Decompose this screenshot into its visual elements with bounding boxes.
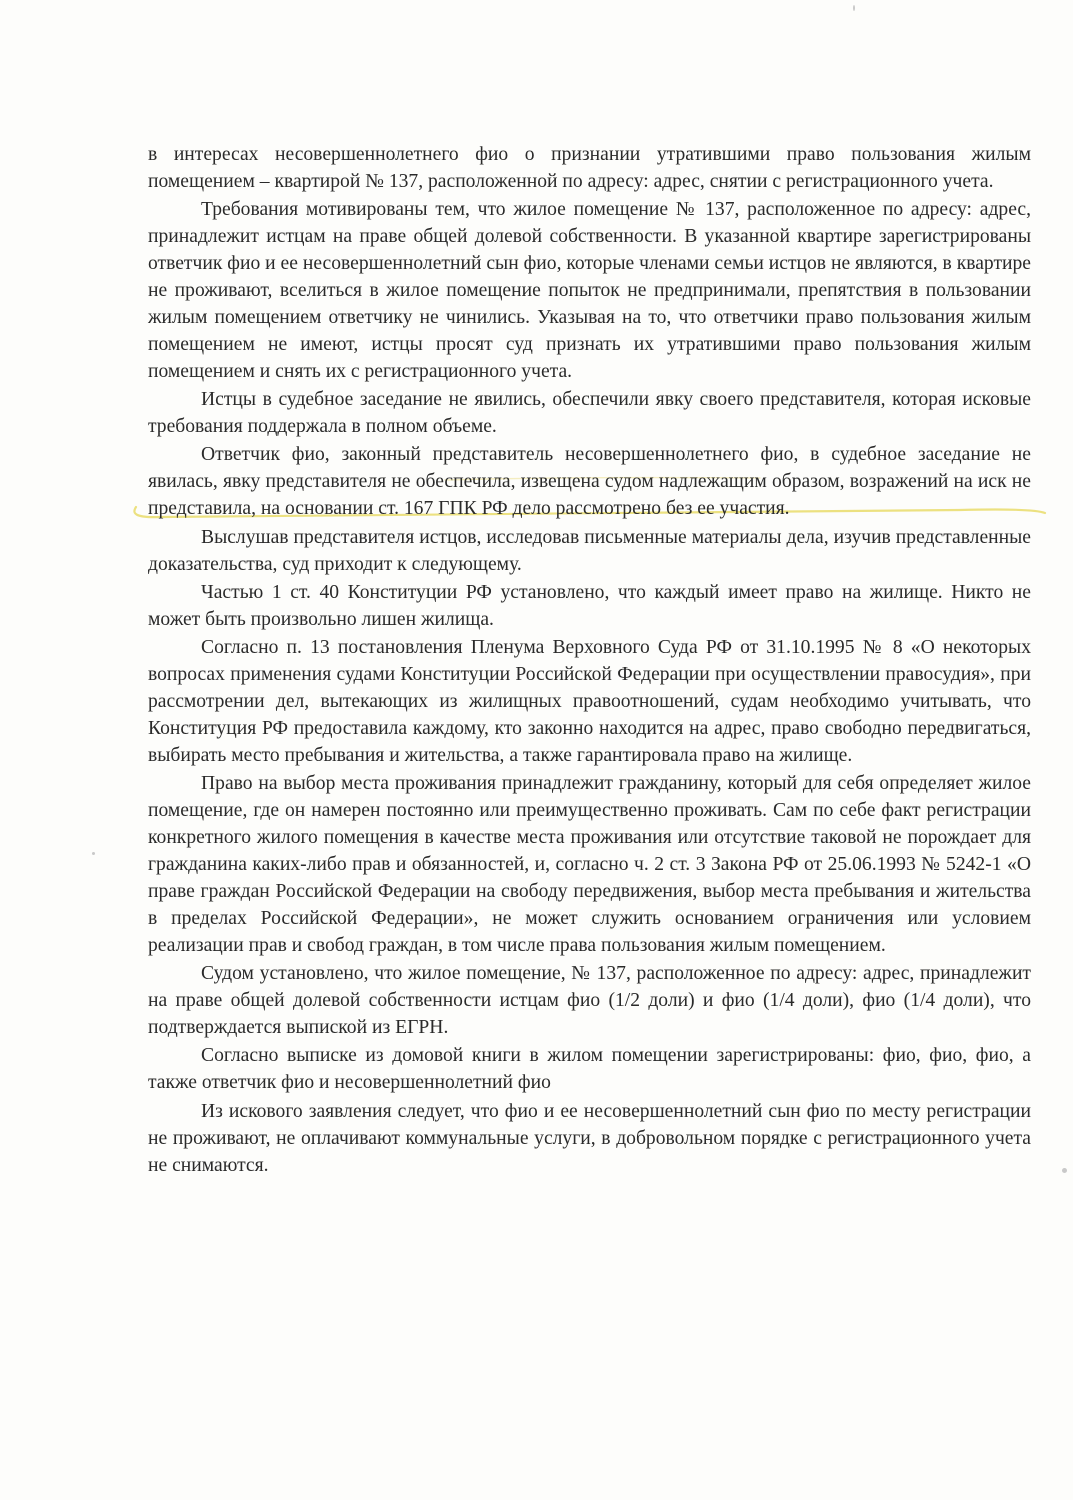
paragraph: Требования мотивированы тем, что жилое помещение № 137, расположенное по адресу: адрес, принадлежит истцам на праве общей долевой собственности. В указанной квартире зарегистрированы ответчик фио и ее несовершеннолетний сын фио, которые членами семьи истцов не являются, в квартире не проживают, вселиться в жилое помещение попыток не предпринимали, препятствия в пользовании жилым помещением ответчику не чинились. Указывая на то, что ответчики право пользования жилым помещением не имеют, истцы просят суд признать их утратившими право пользования жилым помещением и снять их с регистрационного учета.	[148, 199, 1031, 382]
paragraph: Право на выбор места проживания принадлежит гражданину, который для себя определяет жилое помещение, где он намерен постоянно или преимущественно проживать. Сам по себе факт регистрации конкретного жилого помещения в качестве места проживания или отсутствие таковой не порождает для гражданина каких-либо прав и обязанностей, и, согласно ч. 2 ст. 3 Закона РФ от 25.06.1993 № 5242-1 «О праве граждан Российской Федерации на свободу передвижения, выбор места пребывания и жительства в пределах Российской Федерации», не может служить основанием ограничения или условием реализации прав и свобод граждан, в том числе права пользования жилым помещением.	[148, 773, 1031, 956]
document-body	[148, 142, 1031, 1181]
paragraph: Выслушав представителя истцов, исследовав письменные материалы дела, изучив представленные доказательства, суд приходит к следующему.	[148, 526, 1031, 575]
scan-speck	[92, 852, 95, 855]
scan-speck	[853, 5, 855, 11]
paragraph: Истцы в судебное заседание не явились, обеспечили явку своего представителя, которая исковые требования поддержала в полном объеме.	[148, 389, 1031, 438]
paragraph: Из искового заявления следует, что фио и ее несовершеннолетний сын фио по месту регистрации не проживают, не оплачивают коммунальные услуги, в добровольном порядке с регистрационного учета не снимаются.	[148, 1100, 1031, 1176]
paragraph: Согласно выписке из домовой книги в жилом помещении зарегистрированы: фио, фио, фио, а также ответчик фио и несовершеннолетний фио	[148, 1045, 1031, 1094]
paragraph: Частью 1 ст. 40 Конституции РФ установлено, что каждый имеет право на жилище. Никто не может быть произвольно лишен жилища.	[148, 582, 1031, 630]
scan-speck	[1062, 1168, 1067, 1173]
paragraph: Судом установлено, что жилое помещение, № 137, расположенное по адресу: адрес, принадлежит на праве общей долевой собственности истцам фио (1/2 доли) и фио (1/4 доли), фио (1/4 доли), что подтверждается выпиской из ЕГРН.	[148, 963, 1031, 1038]
paragraph: в интересах несовершеннолетнего фио о признании утратившими право пользования жилым помещением – квартирой № 137, расположенной по адресу: адрес, снятии с регистрационного учета.	[148, 144, 1031, 192]
paragraph: Ответчик фио, законный представитель несовершеннолетнего фио, в судебное заседание не явилась, явку представителя не обеспечила, извещена судом надлежащим образом, возражений на иск не представила, на основании ст. 167 ГПК РФ дело рассмотрено без ее участия.	[148, 444, 1031, 520]
paragraph: Согласно п. 13 постановления Пленума Верховного Суда РФ от 31.10.1995 № 8 «О некоторых вопросах применения судами Конституции Российской Федерации при осуществлении правосудия», при рассмотрении дел, вытекающих из жилищных правоотношений, судам необходимо учитывать, что Конституция РФ предоставила каждому, кто законно находится на адрес, право свободно передвигаться, выбирать место пребывания и жительства, а также гарантировала право на жилище.	[148, 637, 1031, 766]
